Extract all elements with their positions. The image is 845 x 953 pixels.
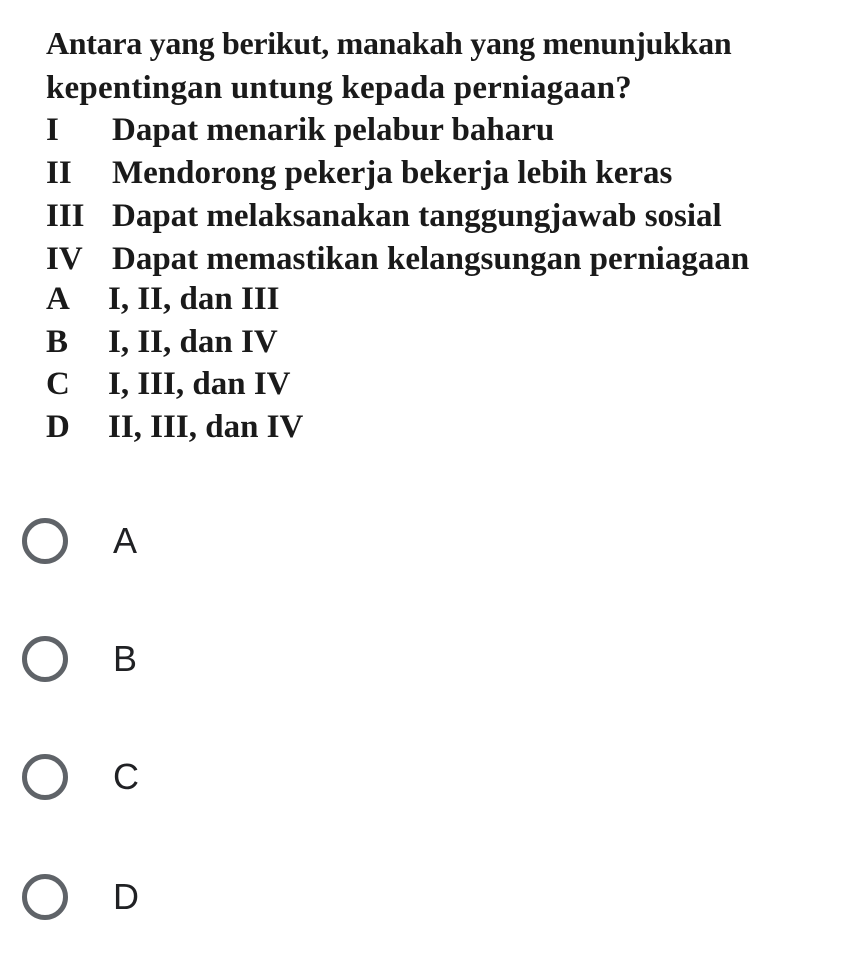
question-image	[0, 0, 845, 470]
statement-text: Dapat memastikan kelangsungan perniagaan	[112, 241, 750, 277]
statement-text: Dapat menarik pelabur baharu	[112, 112, 555, 148]
option-text: I, II, dan III	[108, 281, 280, 317]
statement-2	[46, 153, 672, 193]
statement-3	[46, 196, 722, 236]
statement-4	[46, 239, 749, 279]
option-text: I, II, dan IV	[108, 324, 278, 360]
option-letter: B	[46, 324, 69, 360]
option-letter: C	[46, 366, 70, 402]
option-letter: D	[46, 409, 70, 445]
radio-button-b[interactable]	[22, 636, 68, 682]
question-text-line-1: Antara yang berikut, manakah yang menunjukkan	[46, 25, 732, 61]
question-option-b	[46, 322, 278, 362]
answer-label-c: C	[113, 756, 139, 797]
statement-text: Mendorong pekerja bekerja lebih keras	[112, 155, 673, 191]
statement-number: I	[46, 112, 59, 148]
question-option-d	[46, 407, 303, 447]
answer-choice-d[interactable]	[22, 862, 522, 932]
radio-button-a[interactable]	[22, 518, 68, 564]
radio-button-c[interactable]	[22, 754, 68, 800]
answer-choice-b[interactable]	[22, 624, 522, 694]
question-option-a	[46, 279, 280, 319]
answer-choice-c[interactable]	[22, 742, 522, 812]
option-letter: A	[46, 281, 70, 317]
statement-number: II	[46, 155, 72, 191]
radio-button-d[interactable]	[22, 874, 68, 920]
answer-label-b: B	[113, 638, 138, 679]
question-text-line-2: kepentingan untung kepada perniagaan?	[46, 70, 632, 106]
option-text: II, III, dan IV	[108, 409, 304, 445]
statement-1	[46, 110, 554, 150]
answer-choice-a[interactable]	[22, 506, 522, 576]
answer-label-a: A	[113, 520, 138, 561]
option-text: I, III, dan IV	[108, 366, 291, 402]
statement-number: IV	[46, 241, 83, 277]
answer-label-d: D	[113, 876, 139, 917]
statement-text: Dapat melaksanakan tanggungjawab sosial	[112, 198, 722, 234]
statement-number: III	[46, 198, 85, 234]
question-option-c	[46, 364, 291, 404]
